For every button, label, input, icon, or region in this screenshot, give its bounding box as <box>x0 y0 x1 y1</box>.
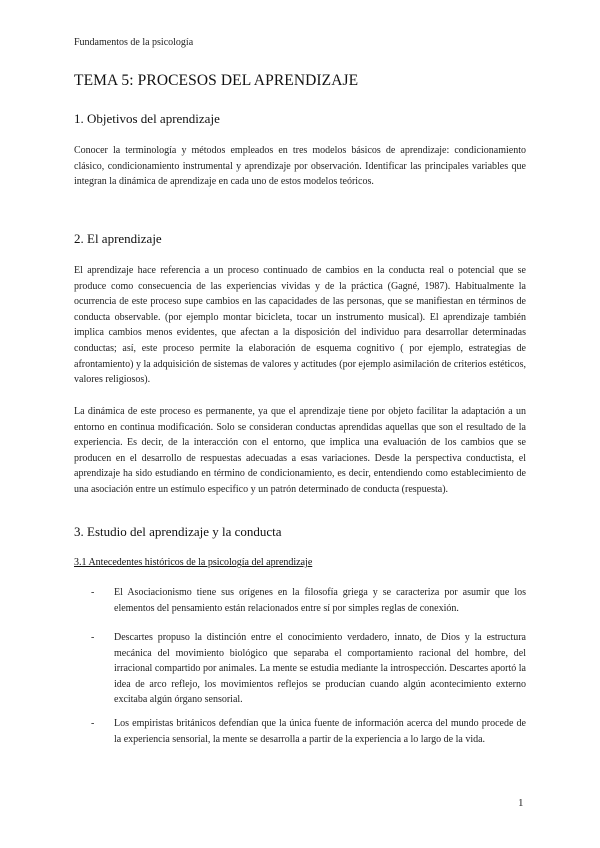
bullet-dash: - <box>91 718 95 729</box>
paragraph-aprendizaje-definicion: El aprendizaje hace referencia a un proceso continuado de cambios en la conducta real o potencial que se produce como consecuencia de las experiencias vividas y de la práctica (Gagné, 1987). Habitualmente la ocurrencia de este proceso supe cambios en las capacidades de las personas, que se manifiestan en términos de conducta observable. (por ejemplo montar bicicleta, tocar un instrumento musical). El aprendizaje también implica cambios menos evidentes, que afectan a la disposición del individuo para desarrollar determinadas conductas; así, este proceso permite la elaboración de esquema cognitivo ( por ejemplo, estrategias de afrontamiento) y la adquisición de sistemas de valores y actitudes (por ejemplo asimilación de criterios estéticos, valores religiosos). <box>74 265 526 386</box>
list-item-text: Descartes propuso la distinción entre el conocimiento verdadero, innato, de Dios y la estructura mecánica del movimiento biológico que separaba el comportamiento racional del hombre, del irracional compartido por animales. La mente se estudia mediante la introspección. Descartes aportó la idea de arco reflejo, los movimientos reflejos se producían cuando algún acontecimiento externo excitaba algún órgano sensorial. <box>114 632 526 706</box>
section-heading-objetivos: 1. Objetivos del aprendizaje <box>74 111 220 126</box>
list-item-text: El Asociacionismo tiene sus orígenes en la filosofía griega y se caracteriza por asumir que los elementos del pensamiento están relacionados entre sí por simples reglas de conexión. <box>114 587 526 614</box>
running-header: Fundamentos de la psicología <box>74 37 194 48</box>
list-item <box>74 716 526 747</box>
bullet-dash: - <box>91 587 95 598</box>
subsection-heading-antecedentes: 3.1 Antecedentes históricos de la psicología del aprendizaje <box>74 557 313 568</box>
paragraph-objetivos: Conocer la terminología y métodos empleados en tres modelos básicos de aprendizaje: condicionamiento clásico, condicionamiento instrumental y aprendizaje por observación. Identificar las principales variables que integran la dinámica de aprendizaje en cada uno de estos modelos teóricos. <box>74 145 526 188</box>
list-item-text: Los empiristas británicos defendían que la única fuente de información acerca del mundo procede de la experiencia sensorial, la mente se desarrolla a partir de la experiencia a lo largo de la vida. <box>114 718 526 745</box>
bullet-dash: - <box>91 632 95 643</box>
list-item <box>74 630 526 708</box>
list-item <box>74 585 526 616</box>
paragraph-aprendizaje-dinamica: La dinámica de este proceso es permanente, ya que el aprendizaje tiene por objeto facilitar la adaptación a un entorno en continua modificación. Solo se consideran conductas aprendidas aquellas que son el resultado de la experiencia. Es decir, de la interacción con el entorno, que implica una evaluación de los cambios que se producen en el desarrollo de respuestas adecuadas a esas variaciones. Desde la perspectiva conductista, el aprendizaje ha sido estudiando en término de condicionamiento, es decir, entendiendo como establecimiento de una asociación entre un estímulo especifico y un patrón determinado de conducta (respuesta). <box>74 406 526 495</box>
section-heading-estudio: 3. Estudio del aprendizaje y la conducta <box>74 524 282 539</box>
page-title: TEMA 5: PROCESOS DEL APRENDIZAJE <box>74 72 359 89</box>
page-number: 1 <box>518 797 524 809</box>
section-heading-aprendizaje: 2. El aprendizaje <box>74 231 162 246</box>
